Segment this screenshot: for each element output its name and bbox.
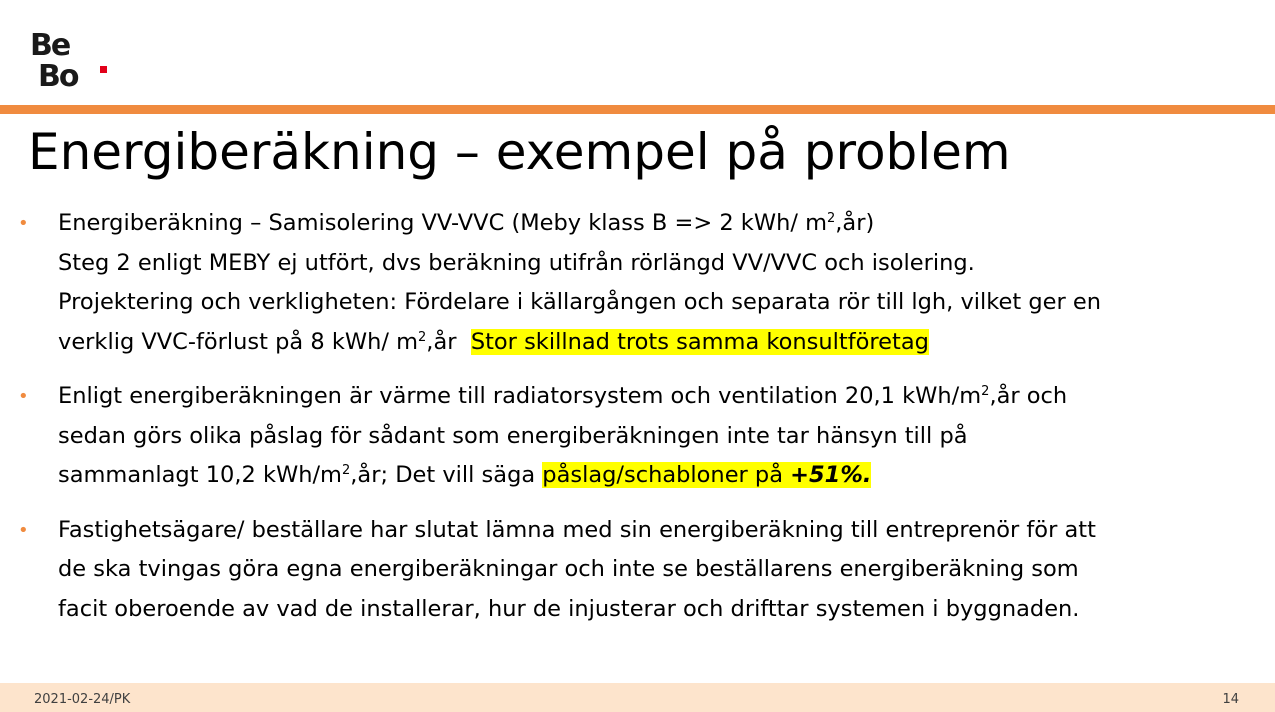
footer-date: 2021-02-24/PK <box>34 692 131 707</box>
highlight-konsult: Stor skillnad trots samma konsultföretag <box>470 328 929 355</box>
bebo-logo <box>30 28 112 90</box>
bullet-2-line-2: sedan görs olika påslag för sådant som energiberäkningen inte tar hänsyn till på <box>58 422 968 449</box>
bullet-1-line-4: verklig VVC-förlust på 8 kWh/ $m^2,år$ Stor skillnad trots samma konsultföretag <box>58 328 929 355</box>
bullet-marker: • <box>18 519 29 541</box>
bullet-3-line-3: facit oberoende av vad de installerar, hur de injusterar och drifttar systemen i byggnaden. <box>58 595 1080 622</box>
bullet-marker: • <box>18 386 29 407</box>
slide-title: Energiberäkning – exempel på problem <box>28 123 1011 181</box>
header-divider <box>0 105 1275 114</box>
footer-bar <box>0 683 1275 712</box>
bullet-3-line-1: Fastighetsägare/ beställare har slutat lämna med sin energiberäkning till entreprenör för att <box>58 516 1096 543</box>
page-number: 14 <box>1222 692 1239 707</box>
bullet-marker: • <box>18 213 29 234</box>
svg-text:Bo: Bo <box>38 59 78 90</box>
bullet-3-line-2: de ska tvingas göra egna energiberäkningar och inte se beställarens energiberäkning som <box>58 556 1079 582</box>
bullet-list <box>0 204 1275 629</box>
bullet-item-2 <box>0 377 1275 496</box>
highlight-percent: +51%. <box>790 462 872 488</box>
highlight-paslag: påslag/schabloner på +51%. <box>542 462 872 488</box>
bullet-1-line-2: Steg 2 enligt MEBY ej utfört, dvs beräkning utifrån rörlängd VV/VVC och isolering. <box>58 249 975 276</box>
svg-text:Be: Be <box>30 28 70 63</box>
bullet-1-line-1: Energiberäkning – Samisolering VV-VVC (Meby klass B => 2 kWh/ $m^2,år$) <box>58 210 875 236</box>
bullet-2-line-3: sammanlagt 10,2 kWh/$m^2,år$; Det vill säga påslag/schabloner på +51%. <box>58 462 872 488</box>
bullet-2-line-1: Enligt energiberäkningen är värme till radiatorsystem och ventilation 20,1 kWh/$m^2,år$ och <box>58 383 1068 409</box>
bullet-item-3 <box>0 511 1275 630</box>
bullet-1-line-3: Projektering och verkligheten: Fördelare i källargången och separata rör till lgh, vilket ger en <box>58 289 1101 315</box>
bullet-item-1 <box>0 204 1275 362</box>
